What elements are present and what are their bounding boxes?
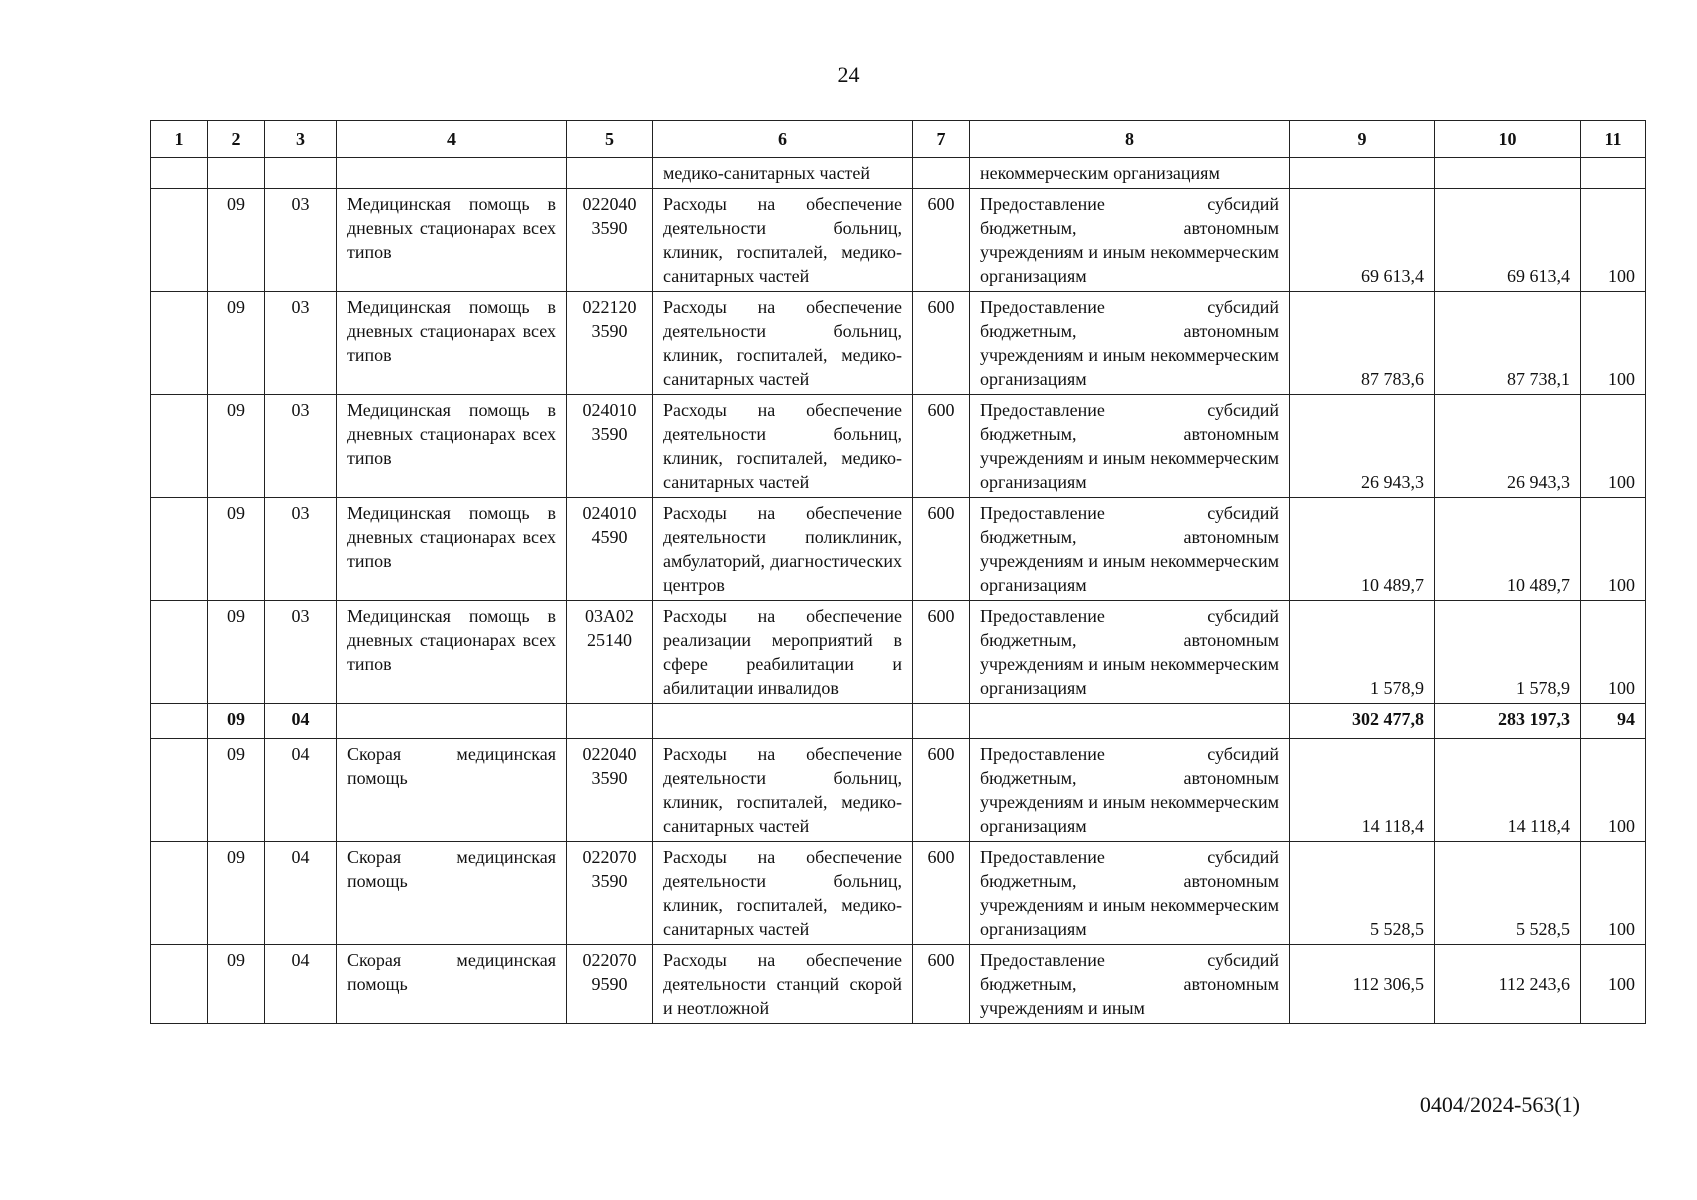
execution-percent: 100 bbox=[1581, 292, 1646, 395]
subsection-code: 03 bbox=[265, 498, 337, 601]
expense-description: Расходы на обеспечение деятельности поликлиник, амбулаторий, диагностических центров bbox=[653, 498, 913, 601]
column-header: 8 bbox=[970, 121, 1290, 158]
expense-type-code: 600 bbox=[913, 739, 970, 842]
execution-percent: 100 bbox=[1581, 842, 1646, 945]
subsection-code: 04 bbox=[265, 739, 337, 842]
planned-amount: 1 578,9 bbox=[1290, 601, 1435, 704]
execution-percent: 100 bbox=[1581, 601, 1646, 704]
subsection-code: 04 bbox=[265, 842, 337, 945]
table-row bbox=[151, 601, 1646, 704]
section-code: 09 bbox=[208, 842, 265, 945]
expense-description: Расходы на обеспечение деятельности станций скорой и неотложной bbox=[653, 945, 913, 1024]
expense-type: Предоставление субсидий бюджетным, автономным учреждениям и иным некоммерческим организациям bbox=[970, 395, 1290, 498]
subsection-name: Медицинская помощь в дневных стационарах всех типов bbox=[337, 292, 567, 395]
target-code: 024010 4590 bbox=[567, 498, 653, 601]
expense-description: Расходы на обеспечение деятельности больниц, клиник, госпиталей, медико-санитарных частей bbox=[653, 395, 913, 498]
subsection-name: Медицинская помощь в дневных стационарах всех типов bbox=[337, 498, 567, 601]
execution-percent: 100 bbox=[1581, 189, 1646, 292]
actual-amount: 14 118,4 bbox=[1435, 739, 1581, 842]
expense-type: Предоставление субсидий бюджетным, автономным учреждениям и иным некоммерческим организациям bbox=[970, 739, 1290, 842]
expense-type-code: 600 bbox=[913, 498, 970, 601]
continuation-row bbox=[151, 158, 1646, 189]
actual-amount: 10 489,7 bbox=[1435, 498, 1581, 601]
table-row bbox=[151, 189, 1646, 292]
expense-description: Расходы на обеспечение реализации мероприятий в сфере реабилитации и абилитации инвалидов bbox=[653, 601, 913, 704]
table-row bbox=[151, 739, 1646, 842]
expense-description: Расходы на обеспечение деятельности больниц, клиник, госпиталей, медико-санитарных частей bbox=[653, 292, 913, 395]
section-code: 09 bbox=[208, 498, 265, 601]
planned-amount: 69 613,4 bbox=[1290, 189, 1435, 292]
subsection-code: 03 bbox=[265, 292, 337, 395]
planned-amount: 5 528,5 bbox=[1290, 842, 1435, 945]
target-code: 022070 3590 bbox=[567, 842, 653, 945]
planned-amount: 26 943,3 bbox=[1290, 395, 1435, 498]
header-row bbox=[151, 121, 1646, 158]
planned-amount: 14 118,4 bbox=[1290, 739, 1435, 842]
column-header: 6 bbox=[653, 121, 913, 158]
table-row bbox=[151, 498, 1646, 601]
expense-description: Расходы на обеспечение деятельности больниц, клиник, госпиталей, медико-санитарных частей bbox=[653, 739, 913, 842]
section-code: 09 bbox=[208, 292, 265, 395]
expense-description: Расходы на обеспечение деятельности больниц, клиник, госпиталей, медико-санитарных частей bbox=[653, 842, 913, 945]
subsection-name: Скорая медицинская помощь bbox=[337, 739, 567, 842]
subsection-code: 04 bbox=[265, 945, 337, 1024]
subsection-name: Медицинская помощь в дневных стационарах всех типов bbox=[337, 395, 567, 498]
budget-table bbox=[150, 120, 1646, 1024]
execution-percent: 100 bbox=[1581, 498, 1646, 601]
execution-percent: 100 bbox=[1581, 945, 1646, 1024]
expense-type-code: 600 bbox=[913, 842, 970, 945]
section-code: 09 bbox=[208, 189, 265, 292]
column-header: 5 bbox=[567, 121, 653, 158]
subsection-code: 03 bbox=[265, 395, 337, 498]
column-header: 2 bbox=[208, 121, 265, 158]
subsection-name: Медицинская помощь в дневных стационарах всех типов bbox=[337, 601, 567, 704]
actual-amount: 112 243,6 bbox=[1435, 945, 1581, 1024]
actual-amount: 26 943,3 bbox=[1435, 395, 1581, 498]
column-header: 10 bbox=[1435, 121, 1581, 158]
expense-type: Предоставление субсидий бюджетным, автономным учреждениям и иным некоммерческим организациям bbox=[970, 292, 1290, 395]
target-code: 022120 3590 bbox=[567, 292, 653, 395]
column-header: 7 bbox=[913, 121, 970, 158]
column-header: 9 bbox=[1290, 121, 1435, 158]
execution-percent: 94 bbox=[1581, 704, 1646, 739]
execution-percent: 100 bbox=[1581, 739, 1646, 842]
planned-amount: 10 489,7 bbox=[1290, 498, 1435, 601]
section-code: 09 bbox=[208, 739, 265, 842]
planned-amount: 87 783,6 bbox=[1290, 292, 1435, 395]
subsection-code: 03 bbox=[265, 601, 337, 704]
expense-type-code: 600 bbox=[913, 189, 970, 292]
expense-type: Предоставление субсидий бюджетным, автономным учреждениям и иным bbox=[970, 945, 1290, 1024]
subsection-code: 03 bbox=[265, 189, 337, 292]
subsection-name: Медицинская помощь в дневных стационарах всех типов bbox=[337, 189, 567, 292]
actual-amount: 69 613,4 bbox=[1435, 189, 1581, 292]
subsection-name: Скорая медицинская помощь bbox=[337, 842, 567, 945]
expense-type: Предоставление субсидий бюджетным, автономным учреждениям и иным некоммерческим организациям bbox=[970, 601, 1290, 704]
target-code: 022070 9590 bbox=[567, 945, 653, 1024]
expense-type: Предоставление субсидий бюджетным, автономным учреждениям и иным некоммерческим организациям bbox=[970, 842, 1290, 945]
table-row bbox=[151, 842, 1646, 945]
expense-type-code: 600 bbox=[913, 601, 970, 704]
column-header: 11 bbox=[1581, 121, 1646, 158]
section-code: 09 bbox=[208, 601, 265, 704]
planned-amount: 302 477,8 bbox=[1290, 704, 1435, 739]
expense-type-code: 600 bbox=[913, 292, 970, 395]
target-code: 03А02 25140 bbox=[567, 601, 653, 704]
actual-amount: 1 578,9 bbox=[1435, 601, 1581, 704]
actual-amount: 87 738,1 bbox=[1435, 292, 1581, 395]
execution-percent: 100 bbox=[1581, 395, 1646, 498]
section-code: 09 bbox=[208, 945, 265, 1024]
target-code: 022040 3590 bbox=[567, 739, 653, 842]
page-number: 24 bbox=[837, 62, 860, 87]
expense-type: Предоставление субсидий бюджетным, автономным учреждениям и иным некоммерческим организациям bbox=[970, 498, 1290, 601]
column-header: 4 bbox=[337, 121, 567, 158]
expense-type-code: 600 bbox=[913, 395, 970, 498]
table-row bbox=[151, 292, 1646, 395]
column-header: 1 bbox=[151, 121, 208, 158]
expense-description: медико-санитарных частей bbox=[653, 158, 913, 189]
expense-type-code: 600 bbox=[913, 945, 970, 1024]
target-code: 024010 3590 bbox=[567, 395, 653, 498]
column-header: 3 bbox=[265, 121, 337, 158]
table-row bbox=[151, 945, 1646, 1024]
target-code: 022040 3590 bbox=[567, 189, 653, 292]
section-code: 09 bbox=[208, 704, 265, 739]
actual-amount: 283 197,3 bbox=[1435, 704, 1581, 739]
planned-amount: 112 306,5 bbox=[1290, 945, 1435, 1024]
expense-description: Расходы на обеспечение деятельности больниц, клиник, госпиталей, медико-санитарных частей bbox=[653, 189, 913, 292]
subsection-code: 04 bbox=[265, 704, 337, 739]
section-code: 09 bbox=[208, 395, 265, 498]
subsection-name: Скорая медицинская помощь bbox=[337, 945, 567, 1024]
expense-type: некоммерческим организациям bbox=[970, 158, 1290, 189]
document-id: 0404/2024-563(1) bbox=[1419, 1092, 1580, 1117]
subtotal-row bbox=[151, 704, 1646, 739]
actual-amount: 5 528,5 bbox=[1435, 842, 1581, 945]
expense-type: Предоставление субсидий бюджетным, автономным учреждениям и иным некоммерческим организациям bbox=[970, 189, 1290, 292]
table-row bbox=[151, 395, 1646, 498]
